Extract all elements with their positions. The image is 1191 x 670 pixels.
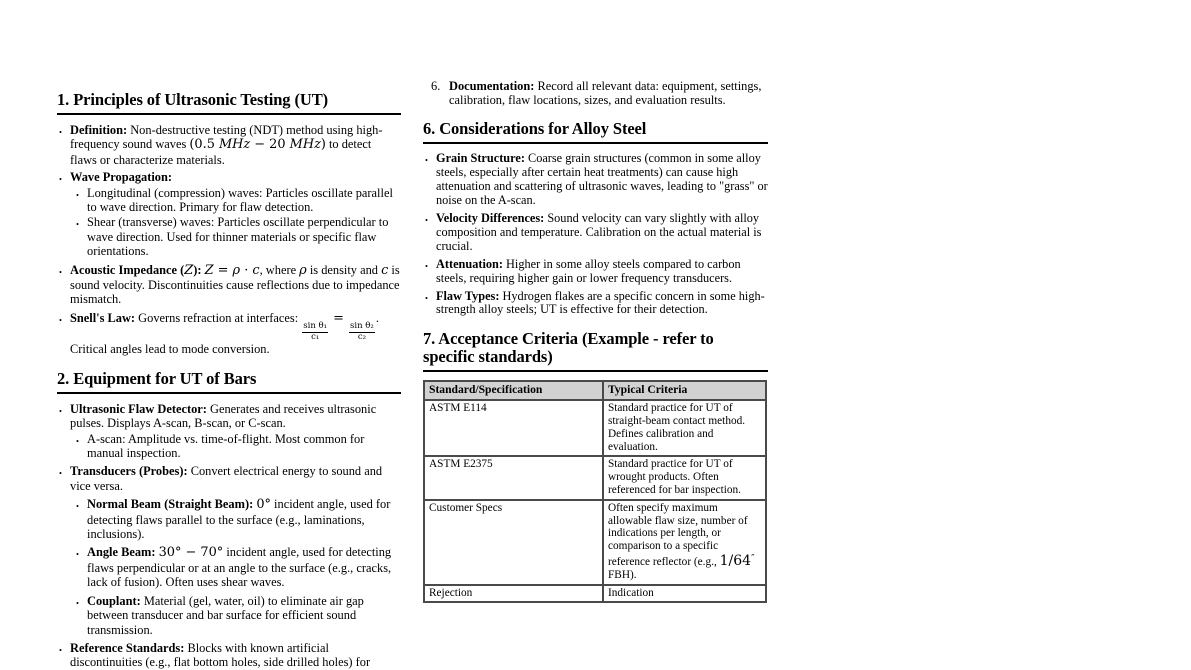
term-bold: Reference Standards: <box>70 640 185 655</box>
fraction-denominator: c₂ <box>357 331 367 342</box>
text-segment: Often specify maximum allowable flaw size, number of indications per length, or comparison to a specific reference reflector (e.g., <box>608 501 748 568</box>
table-header-row <box>424 381 766 400</box>
math-inline: c <box>381 262 389 278</box>
text-segment: A-scan: Amplitude vs. time-of-flight. Most common for manual inspection. <box>87 431 365 461</box>
item-body <box>449 79 761 107</box>
math-inline: (0.5 <box>189 137 219 153</box>
text-segment: Coarse grain structures (common in some alloy steels, especially after certain heat treatments) can cause high attenuation and scattering of ultrasonic waves, leading to "grass" or noise on the A-scan. <box>436 151 768 208</box>
table-cell <box>603 585 766 603</box>
text-segment: incident angle, used for detecting flaws perpendicular or at an angle to the surface (e.g., cracks, lack of fusion). Often uses shear waves. <box>87 545 392 590</box>
right-column <box>423 79 768 603</box>
list-item <box>74 545 401 589</box>
math-inline: MHz <box>289 137 321 153</box>
math-inline: 0° <box>256 497 271 513</box>
table-row <box>424 456 766 499</box>
text-segment: is sound velocity. Discontinuities cause reflections due to impedance mismatch. <box>70 262 400 307</box>
column-header: Typical Criteria <box>603 381 766 400</box>
term-bold: Flaw Types: <box>436 288 500 303</box>
fraction-numerator: sin θ₁ <box>303 320 328 331</box>
bullet-list-equipment <box>57 402 401 670</box>
math-inline: Z <box>204 262 214 278</box>
table-row <box>424 500 766 585</box>
text-segment: Material (gel, water, oil) to eliminate air gap between transducer and bar surface for efficient sound transmission. <box>87 593 364 637</box>
text-segment: FBH). <box>608 568 637 581</box>
math-inline: − 20 <box>250 137 290 153</box>
section-alloy-steel <box>423 120 768 317</box>
item-number: 6. <box>431 79 441 93</box>
text-segment: Customer Specs <box>429 501 503 514</box>
term-bold: Grain Structure: <box>436 151 525 166</box>
term-bold: Angle Beam: <box>87 545 156 560</box>
section-heading-acceptance-criteria: 7. Acceptance Criteria (Example - refer to specific standards) <box>423 330 768 372</box>
list-item <box>57 311 401 357</box>
math-inline: MHz <box>219 137 251 153</box>
text-segment: incident angle, used for detecting flaws parallel to the surface (e.g., laminations, inclusions). <box>87 497 391 542</box>
text-segment: Rejection <box>429 586 473 599</box>
table-cell <box>603 400 766 456</box>
section-principles <box>57 91 401 357</box>
math-fraction <box>349 322 375 343</box>
term-bold: Definition: <box>70 123 128 137</box>
criteria-table <box>423 380 767 603</box>
text-segment: ASTM E114 <box>429 402 487 415</box>
text-segment: Longitudinal (compression) waves: Particles oscillate parallel to wave direction. Primary for flaw detection. <box>87 185 393 215</box>
bullet-list-principles <box>57 123 401 357</box>
sub-list <box>74 497 401 637</box>
list-item <box>423 290 768 318</box>
text-segment: Record all relevant data: equipment, settings, calibration, flaw locations, sizes, and evaluation results. <box>449 79 762 108</box>
table-cell <box>424 585 603 603</box>
term-bold: ): <box>193 262 202 277</box>
list-item <box>423 212 768 254</box>
text-segment: Hydrogen flakes are a specific concern in some high-strength alloy steels; UT is effective for their detection. <box>436 288 765 317</box>
math-inline: ρ <box>299 262 307 278</box>
term-bold: Attenuation: <box>436 256 503 271</box>
math-sup: ″ <box>751 552 755 564</box>
text-segment: Non-destructive testing (NDT) method using high-frequency sound waves <box>70 123 383 152</box>
table-cell <box>424 400 603 456</box>
text-segment: Indication <box>608 586 654 599</box>
section-heading-alloy-steel: 6. Considerations for Alloy Steel <box>423 120 768 144</box>
term-bold: Transducers (Probes): <box>70 464 188 479</box>
criteria-table-body <box>424 400 766 602</box>
text-segment: Standard practice for UT of straight-beam contact method. Defines calibration and evaluation. <box>608 402 746 453</box>
numbered-item-documentation <box>423 79 768 107</box>
sub-list <box>74 186 401 259</box>
list-item <box>74 594 401 637</box>
term-bold: Snell's Law: <box>70 310 136 325</box>
fraction-numerator: sin θ₂ <box>350 320 374 331</box>
table-cell <box>424 500 603 585</box>
term-bold: Documentation: <box>449 79 535 93</box>
criteria-table-head <box>424 381 766 400</box>
math-inline: 30° − 70° <box>158 545 224 561</box>
math-fraction <box>302 322 328 343</box>
math-inline: c <box>252 262 260 278</box>
term-bold: Acoustic Impedance ( <box>70 262 185 277</box>
list-item <box>423 258 768 286</box>
list-item <box>57 123 401 167</box>
section-equipment <box>57 370 401 670</box>
text-segment: Convert electrical energy to sound and vice versa. <box>70 464 383 493</box>
text-segment: to detect flaws or characterize materials. <box>70 137 372 167</box>
term-bold: Normal Beam (Straight Beam): <box>87 497 254 512</box>
section-heading-equipment: 2. Equipment for UT of Bars <box>57 370 401 394</box>
text-segment: Governs refraction at interfaces: <box>135 310 302 325</box>
text-segment: ASTM E2375 <box>429 458 493 471</box>
column-header: Standard/Specification <box>424 381 603 400</box>
bullet-list-alloy-steel <box>423 152 768 317</box>
list-item <box>74 186 401 215</box>
list-item <box>57 263 401 307</box>
list-item <box>57 402 401 461</box>
text-segment: is density and <box>306 262 382 277</box>
math-inline: ρ <box>232 262 241 278</box>
text-segment: Higher in some alloy steels compared to carbon steels, requiring higher gain or lower frequency transducers. <box>436 256 741 285</box>
left-column <box>57 91 401 670</box>
list-item <box>74 497 401 541</box>
math-inline: 1/64 <box>719 552 752 569</box>
term-bold: Velocity Differences: <box>436 211 545 226</box>
text-segment: Generates and receives ultrasonic pulses. Displays A-scan, B-scan, or C-scan. <box>70 401 377 431</box>
text-segment: Standard practice for UT of wrought products. Often referenced for bar inspection. <box>608 458 741 496</box>
text-segment: Shear (transverse) waves: Particles oscillate perpendicular to wave direction. Used for thinner materials or specific flaw orientations. <box>87 215 389 259</box>
section-heading-principles: 1. Principles of Ultrasonic Testing (UT) <box>57 91 401 115</box>
table-row <box>424 585 766 603</box>
term-bold: Ultrasonic Flaw Detector: <box>70 401 207 416</box>
list-item <box>57 464 401 636</box>
sub-list <box>74 432 401 461</box>
text-segment: Blocks with known artificial discontinuities (e.g., flat bottom holes, side drilled holes) for <box>70 640 371 670</box>
list-item <box>57 170 401 258</box>
text-segment: Sound velocity can vary slightly with alloy composition and temperature. Calibration on the actual material is crucial. <box>436 211 762 253</box>
math-inline: = <box>213 262 233 278</box>
math-inline: · <box>240 262 253 278</box>
table-row <box>424 400 766 456</box>
table-cell <box>424 456 603 499</box>
list-item <box>57 641 401 670</box>
term-bold: Couplant: <box>87 593 141 608</box>
list-item <box>74 215 401 258</box>
table-cell <box>603 500 766 585</box>
list-item <box>74 432 401 461</box>
math-inline: = <box>329 310 349 326</box>
table-cell <box>603 456 766 499</box>
section-acceptance-criteria <box>423 330 768 603</box>
text-segment: , where <box>259 262 300 277</box>
math-inline: Z <box>184 262 194 278</box>
fraction-denominator: c₁ <box>311 331 320 342</box>
term-bold: Wave Propagation: <box>70 170 172 185</box>
list-item <box>423 152 768 208</box>
text-segment: . Critical angles lead to mode conversion. <box>70 310 379 357</box>
math-inline: ) <box>320 137 326 153</box>
